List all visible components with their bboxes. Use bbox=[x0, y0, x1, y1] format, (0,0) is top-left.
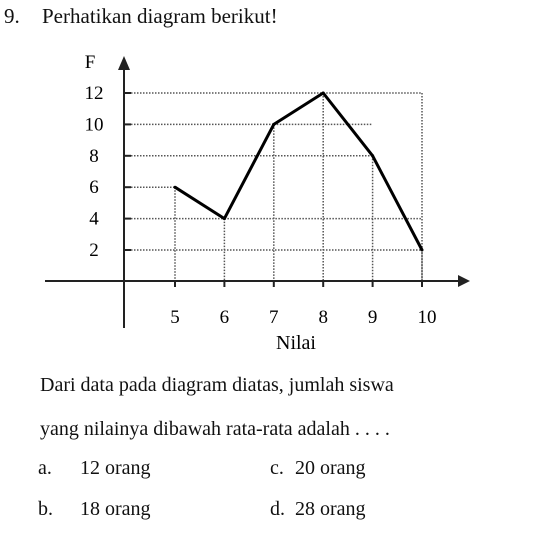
data-point bbox=[174, 186, 177, 189]
question-number: 9. bbox=[4, 4, 20, 28]
y-tick-label: 4 bbox=[89, 208, 99, 230]
data-point bbox=[223, 217, 226, 220]
option-c-text[interactable]: 20 orang bbox=[295, 457, 366, 479]
option-a-letter[interactable]: a. bbox=[38, 457, 52, 479]
option-b-letter[interactable]: b. bbox=[38, 498, 53, 520]
x-tick-label: 5 bbox=[170, 307, 180, 328]
chart-axes bbox=[45, 56, 470, 328]
x-tick-label: 7 bbox=[269, 307, 279, 328]
y-tick-label: 10 bbox=[84, 114, 104, 136]
data-point bbox=[371, 154, 374, 157]
question-body-line-1: Dari data pada diagram diatas, jumlah siswa bbox=[40, 374, 394, 396]
y-tick-label: 6 bbox=[89, 177, 99, 199]
option-d-text[interactable]: 28 orang bbox=[295, 498, 366, 520]
x-tick-label: 10 bbox=[417, 307, 437, 328]
option-b-text[interactable]: 18 orang bbox=[80, 498, 151, 520]
x-tick-label: 8 bbox=[318, 307, 328, 328]
data-point bbox=[421, 249, 424, 252]
data-point bbox=[272, 123, 275, 126]
question-body-line-2: yang nilainya dibawah rata-rata adalah . . . . bbox=[40, 418, 390, 440]
option-a-text[interactable]: 12 orang bbox=[80, 457, 151, 479]
y-tick-label: 12 bbox=[84, 83, 104, 104]
y-axis-label: F bbox=[84, 52, 96, 73]
option-d-letter[interactable]: d. bbox=[270, 498, 285, 520]
tick-labels bbox=[85, 83, 437, 328]
data-line bbox=[175, 93, 422, 250]
question-prompt: Perhatikan diagram berikut! bbox=[42, 4, 278, 28]
y-axis-arrow bbox=[118, 56, 130, 70]
option-c-letter[interactable]: c. bbox=[270, 457, 284, 479]
series-line bbox=[174, 92, 424, 252]
data-point bbox=[322, 92, 325, 95]
x-axis-arrow bbox=[458, 275, 470, 287]
y-tick-label: 8 bbox=[89, 145, 99, 167]
y-tick-label: 2 bbox=[89, 240, 99, 261]
x-axis-label: Nilai bbox=[276, 332, 316, 354]
x-tick-label: 6 bbox=[219, 307, 230, 328]
x-tick-label: 9 bbox=[367, 307, 378, 328]
